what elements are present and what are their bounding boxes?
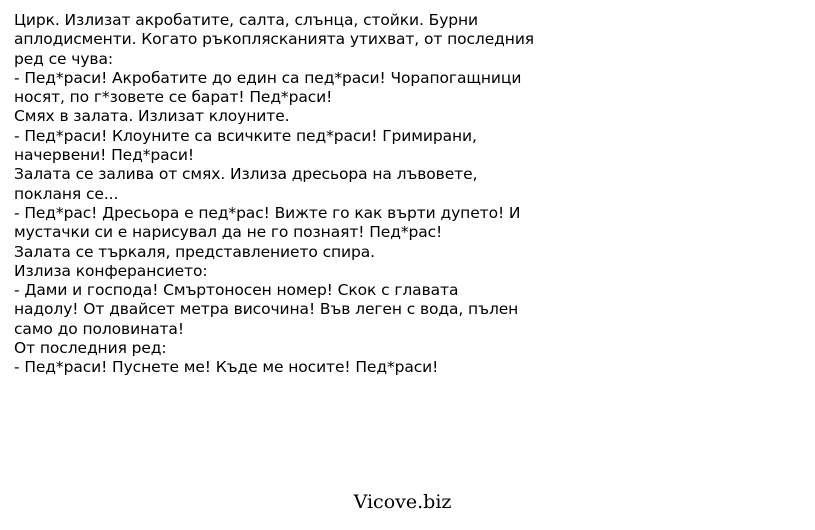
joke-line: - Пед*раси! Акробатите до един са пед*раси! Чорапогащници: [14, 68, 522, 87]
joke-line: - Пед*раси! Клоуните са всичките пед*раси! Гримирани,: [14, 126, 477, 145]
joke-line: само до половината!: [14, 319, 184, 338]
joke-line: - Пед*рас! Дресьора е пед*рас! Вижте го как върти дупето! И: [14, 203, 521, 222]
joke-line: Залата се залива от смях. Излиза дресьора на лъвовете,: [14, 165, 478, 184]
joke-text: [14, 11, 804, 378]
joke-line: Излиза конферансието:: [14, 261, 208, 280]
joke-line: аплодисменти. Когато ръкоплясканията утихват, от последния: [14, 30, 535, 49]
joke-line: Залата се търкаля, представлението спира.: [14, 242, 375, 261]
joke-line: - Дами и господа! Смъртоносен номер! Скок с главата: [14, 281, 459, 300]
joke-line: мустачки си е нарисувал да не го познаят! Пед*рас!: [14, 223, 443, 242]
joke-line: ред се чува:: [14, 49, 113, 68]
joke-line: начервени! Пед*раси!: [14, 146, 194, 165]
joke-line: Смях в залата. Излизат клоуните.: [14, 107, 290, 126]
joke-line: надолу! От двайсет метра височина! Във леген с вода, пълен: [14, 300, 519, 319]
joke-line: Цирк. Излизат акробатите, салта, слънца, стойки. Бурни: [14, 11, 479, 29]
joke-line: покланя се...: [14, 184, 119, 203]
joke-line: От последния ред:: [14, 339, 167, 358]
joke-line: - Пед*раси! Пуснете ме! Къде ме носите! Пед*раси!: [14, 358, 439, 377]
joke-line: носят, по г*зовете се барат! Пед*раси!: [14, 88, 333, 107]
site-watermark: Vicove.biz: [353, 491, 452, 513]
